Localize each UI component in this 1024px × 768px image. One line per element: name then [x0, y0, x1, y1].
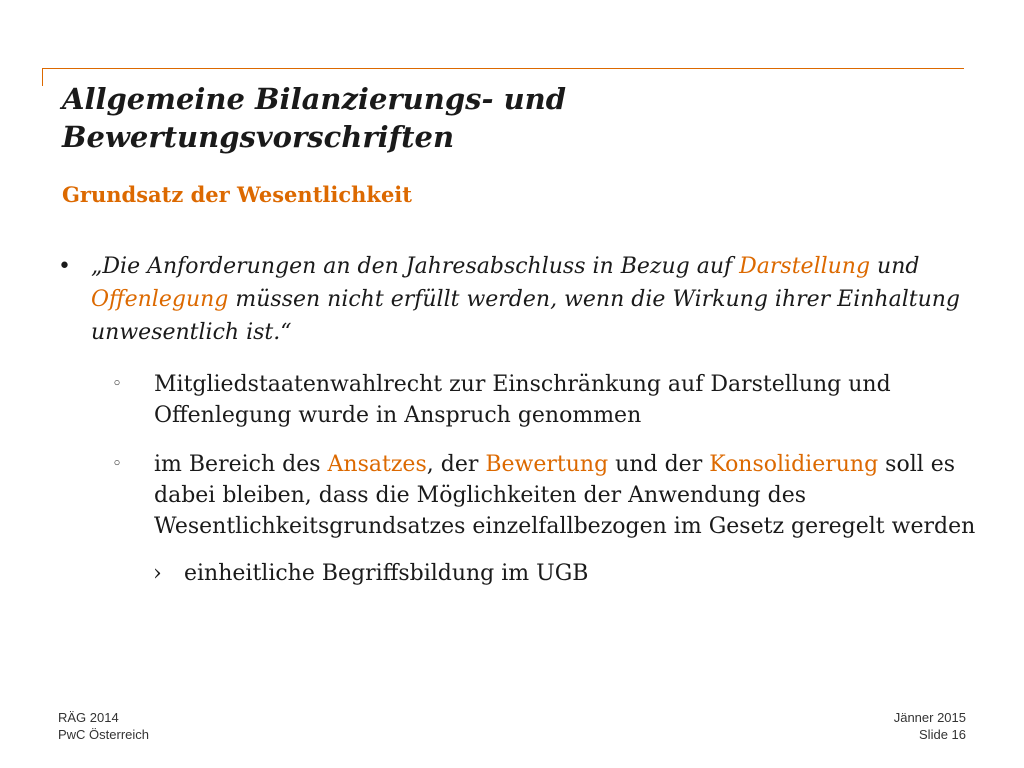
bullet-list: [58, 250, 978, 589]
title-frame-top-line: [42, 68, 964, 69]
slide-title-line-2: Bewertungsvorschriften: [62, 120, 455, 154]
bullet-main-quote: [58, 250, 978, 349]
chevron-right-icon: ›: [153, 561, 162, 586]
highlight-konsolidierung: Konsolidierung: [709, 452, 879, 477]
sub-bullet-ansatz-bewertung: [58, 449, 978, 542]
sub-bullet-text-part: , der: [426, 452, 486, 477]
sub-bullet-circle-icon: ◦: [112, 454, 123, 474]
quote-text-part: und: [870, 254, 920, 279]
quote-text-part: „Die Anforderungen an den Jahresabschluss in Bezug auf: [91, 254, 740, 279]
bullet-dot-icon: •: [58, 254, 71, 279]
footer-date: Jänner 2015: [893, 710, 966, 725]
sub-bullet-mitgliedstaatenwahlrecht: [58, 369, 978, 431]
footer-presentation-title: RÄG 2014: [58, 710, 119, 725]
slide-title: [62, 80, 962, 156]
highlight-darstellung: Darstellung: [739, 254, 871, 279]
title-frame-left-line: [42, 68, 43, 86]
quote-text-part: müssen nicht erfüllt werden, wenn die Wirkung ihrer Einhaltung unwesentlich ist.“: [91, 287, 961, 345]
slide-title-line-1: Allgemeine Bilanzierungs- und: [62, 82, 567, 116]
footer-slide-number: Slide 16: [919, 727, 966, 742]
slide-subtitle: Grundsatz der Wesentlichkeit: [62, 182, 412, 207]
sub-sub-bullet-begriffsbildung: [58, 558, 978, 589]
sub-bullet-text-part: im Bereich des: [154, 452, 328, 477]
sub-sub-bullet-text: einheitliche Begriffsbildung im UGB: [184, 561, 589, 586]
highlight-bewertung: Bewertung: [485, 452, 609, 477]
highlight-ansatzes: Ansatzes: [327, 452, 427, 477]
footer-left: [58, 709, 149, 743]
sub-bullet-text-part: soll es dabei bleiben, dass die Möglichkeiten der Anwendung des Wesentlichkeitsgrundsatzes einzelfallbezogen im Gesetz geregelt werden: [154, 452, 976, 539]
footer-right: [894, 709, 966, 743]
sub-bullet-text: Mitgliedstaatenwahlrecht zur Einschränkung auf Darstellung und Offenlegung wurde in Anspruch genommen: [154, 372, 891, 428]
footer-company: PwC Österreich: [58, 727, 150, 742]
highlight-offenlegung: Offenlegung: [91, 287, 229, 312]
sub-bullet-circle-icon: ◦: [112, 374, 123, 394]
sub-bullet-text-part: und der: [608, 452, 710, 477]
